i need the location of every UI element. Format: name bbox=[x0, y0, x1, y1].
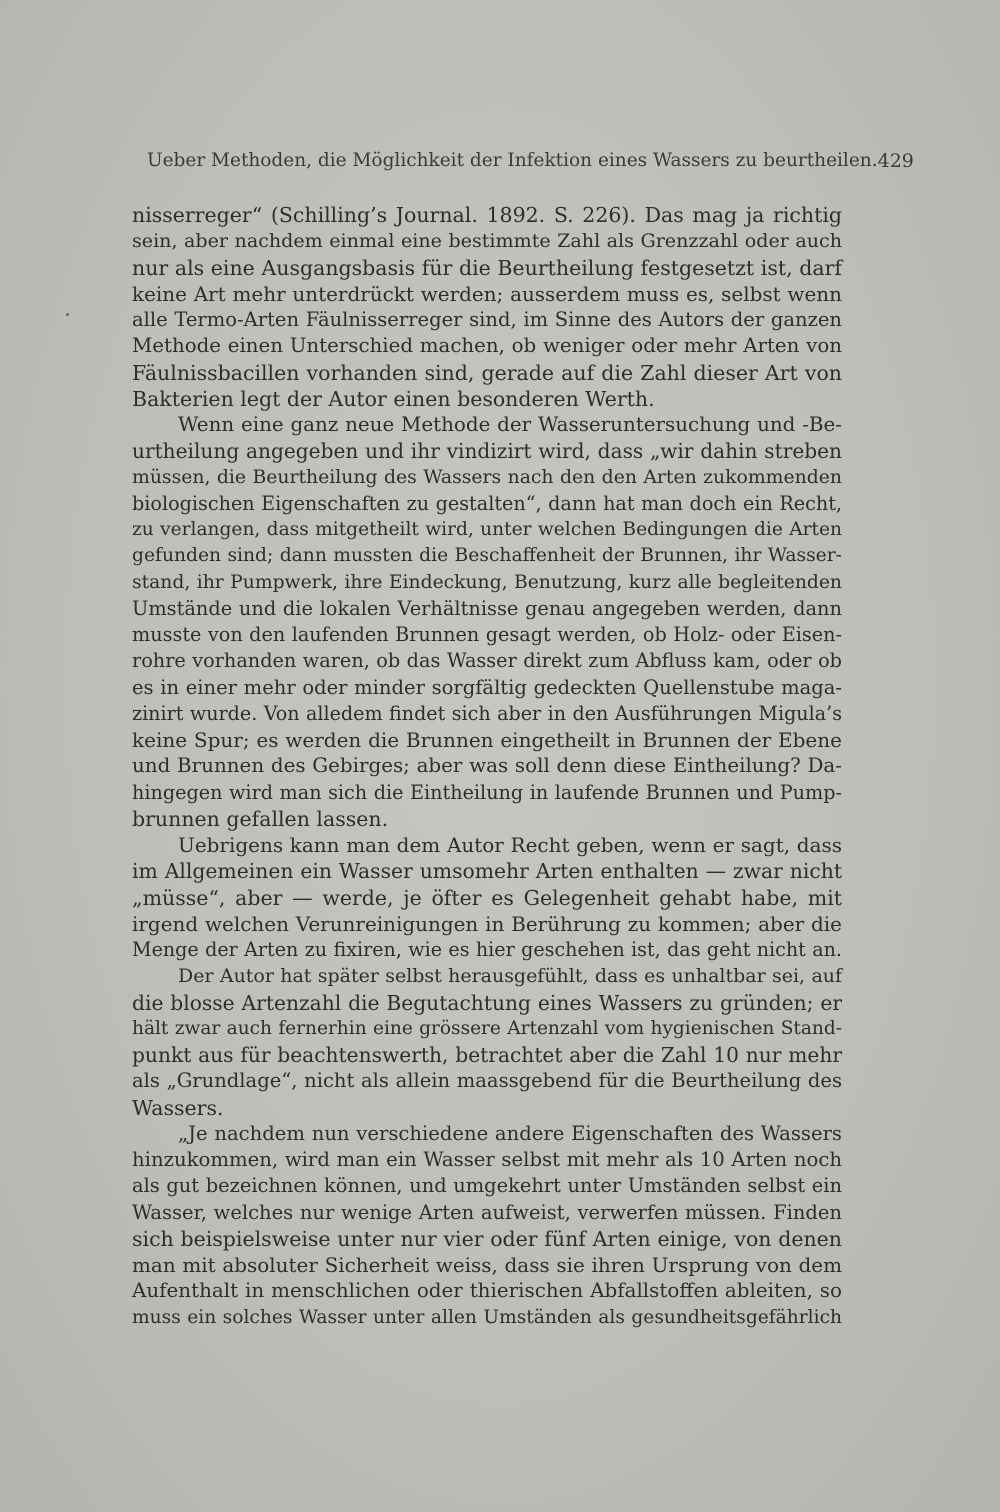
text-line: Uebrigens kann man dem Autor Recht geben, wenn er sagt, dass bbox=[178, 833, 842, 857]
text-line: gefunden sind; dann mussten die Beschaffenheit der Brunnen, ihr Wasser- bbox=[132, 545, 842, 567]
text-line: hingegen wird man sich die Eintheilung in laufende Brunnen und Pump- bbox=[132, 780, 842, 804]
text-line: urtheilung angegeben und ihr vindizirt wird, dass „wir dahin streben bbox=[132, 439, 842, 464]
text-line: Fäulnissbacillen vorhanden sind, gerade auf die Zahl dieser Art von bbox=[132, 360, 842, 385]
text-line: sein, aber nachdem einmal eine bestimmte Zahl als Grenzzahl oder auch bbox=[132, 229, 842, 253]
text-line: keine Art mehr unterdrückt werden; ausserdem muss es, selbst wenn bbox=[132, 281, 842, 306]
text-line: als gut bezeichnen können, und umgekehrt unter Umständen selbst ein bbox=[132, 1174, 842, 1198]
text-line: nur als eine Ausgangsbasis für die Beurtheilung festgesetzt ist, darf bbox=[132, 255, 842, 280]
text-line: Der Autor hat später selbst herausgefühlt, dass es unhaltbar sei, auf bbox=[178, 965, 842, 988]
text-line: Wenn eine ganz neue Methode der Wasseruntersuchung und -Be- bbox=[178, 413, 842, 436]
text-line: „Je nachdem nun verschiedene andere Eigenschaften des Wassers bbox=[178, 1121, 842, 1145]
text-line: biologischen Eigenschaften zu gestalten“, dann hat man doch ein Recht, bbox=[132, 491, 842, 515]
text-line: nisserreger“ (Schilling’s Journal. 1892. S. 226). Das mag ja richtig bbox=[132, 203, 842, 227]
text-line: Wassers. bbox=[132, 1095, 224, 1120]
text-line: sich beispielsweise unter nur vier oder fünf Arten einige, von denen bbox=[132, 1226, 842, 1251]
text-line: muss ein solches Wasser unter allen Umständen als gesundheitsgefährlich bbox=[132, 1306, 842, 1328]
text-line: Aufenthalt in menschlichen oder thierischen Abfallstoffen ableiten, so bbox=[132, 1279, 842, 1303]
text-line: alle Termo-Arten Fäulnisserreger sind, im Sinne des Autors der ganzen bbox=[132, 308, 842, 331]
margin-mark bbox=[66, 313, 69, 316]
text-line: Methode einen Unterschied machen, ob weniger oder mehr Arten von bbox=[132, 334, 842, 358]
text-line: man mit absoluter Sicherheit weiss, dass sie ihren Ursprung von dem bbox=[132, 1253, 842, 1277]
text-line: hält zwar auch fernerhin eine grössere Artenzahl vom hygienischen Stand- bbox=[132, 1017, 842, 1039]
text-line: Menge der Arten zu fixiren, wie es hier geschehen ist, das geht nicht an. bbox=[132, 938, 842, 961]
text-line: musste von den laufenden Brunnen gesagt werden, ob Holz- oder Eisen- bbox=[132, 623, 842, 646]
text-line: stand, ihr Pumpwerk, ihre Eindeckung, Benutzung, kurz alle begleitenden bbox=[132, 571, 842, 593]
text-line: die blosse Artenzahl die Begutachtung eines Wassers zu gründen; er bbox=[132, 990, 842, 1015]
text-line: und Brunnen des Gebirges; aber was soll denn diese Eintheilung? Da- bbox=[132, 754, 842, 778]
text-line: „müsse“, aber — werde, je öfter es Gelegenheit gehabt habe, mit bbox=[132, 885, 842, 910]
text-line: Umstände und die lokalen Verhältnisse genau angegeben werden, dann bbox=[132, 596, 842, 620]
text-line: Wasser, welches nur wenige Arten aufweist, verwerfen müssen. Finden bbox=[132, 1200, 842, 1224]
running-head-title: Ueber Methoden, die Möglichkeit der Infektion eines Wassers zu beurtheilen. bbox=[147, 150, 878, 171]
text-line: zinirt wurde. Von alledem findet sich aber in den Ausführungen Migula’s bbox=[132, 701, 842, 725]
text-line: hinzukommen, wird man ein Wasser selbst mit mehr als 10 Arten noch bbox=[132, 1148, 842, 1171]
text-line: müssen, die Beurtheilung des Wassers nach den den Arten zukommenden bbox=[132, 466, 842, 488]
text-line: zu verlangen, dass mitgetheilt wird, unter welchen Bedingungen die Arten bbox=[132, 519, 842, 540]
text-line: brunnen gefallen lassen. bbox=[132, 806, 389, 831]
running-head bbox=[147, 150, 914, 172]
text-line: im Allgemeinen ein Wasser umsomehr Arten enthalten — zwar nicht bbox=[132, 859, 842, 884]
text-line: als „Grundlage“, nicht als allein maassgebend für die Beurtheilung des bbox=[132, 1069, 842, 1093]
text-line: Bakterien legt der Autor einen besonderen Werth. bbox=[132, 386, 655, 411]
page-number: 429 bbox=[877, 150, 914, 172]
body-text bbox=[132, 202, 842, 1331]
text-line: rohre vorhanden waren, ob das Wasser direkt zum Abfluss kam, oder ob bbox=[132, 649, 842, 673]
text-line: punkt aus für beachtenswerth, betrachtet aber die Zahl 10 nur mehr bbox=[132, 1043, 842, 1067]
text-line: irgend welchen Verunreinigungen in Berührung zu kommen; aber die bbox=[132, 911, 842, 936]
text-line: es in einer mehr oder minder sorgfältig gedeckten Quellenstube maga- bbox=[132, 675, 842, 699]
text-line: keine Spur; es werden die Brunnen eingetheilt in Brunnen der Ebene bbox=[132, 728, 842, 752]
